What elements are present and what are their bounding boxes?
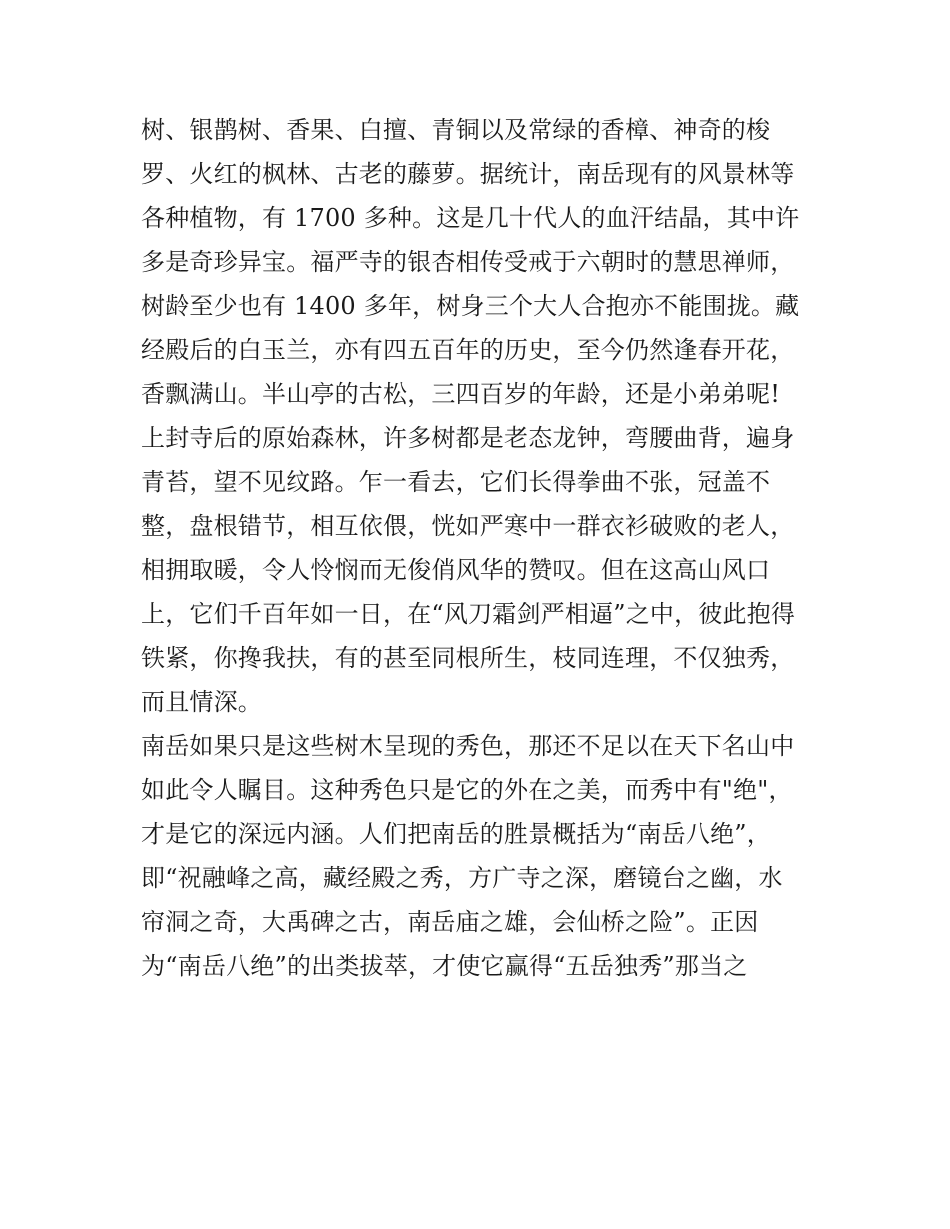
text-line: 即“祝融峰之高，藏经殿之秀，方广寺之深，磨镜台之幽，水 [141,864,783,892]
text-line: 树龄至少也有 1400 多年，树身三个大人合抱亦不能围拢。藏 [141,292,800,320]
text-line: 上封寺后的原始森林，许多树都是老态龙钟，弯腰曲背，遍身 [141,424,795,452]
text-line: 铁紧，你搀我扶，有的甚至同根所生，枝同连理，不仅独秀， [141,644,795,672]
text-line: 多是奇珍异宝。福严寺的银杏相传受戒于六朝时的慧思禅师， [141,248,795,276]
text-line: 相拥取暖，令人怜悯而无俊俏风华的赞叹。但在这高山风口 [141,556,771,584]
text-line: 罗、火红的枫林、古老的藤萝。据统计，南岳现有的风景林等 [141,160,795,188]
text-line: 树、银鹊树、香果、白擅、青铜以及常绿的香樟、神奇的梭 [141,116,771,144]
text-line: 香飘满山。半山亭的古松，三四百岁的年龄，还是小弟弟呢! [141,380,781,408]
text-line: 而且情深。 [141,688,262,716]
text-line: 如此令人瞩目。这种秀色只是它的外在之美，而秀中有"绝"， [141,776,793,804]
text-line: 帘洞之奇，大禹碑之古，南岳庙之雄，会仙桥之险”。正因 [141,908,759,936]
text-line: 青苔，望不见纹路。乍一看去，它们长得拳曲不张，冠盖不 [141,468,771,496]
text-line: 上，它们千百年如一日，在“风刀霜剑严相逼”之中，彼此抱得 [141,600,796,628]
text-line: 才是它的深远内涵。人们把南岳的胜景概括为“南岳八绝”， [141,820,771,848]
text-line: 为“南岳八绝”的出类拔萃，才使它赢得“五岳独秀”那当之 [141,952,748,980]
text-line: 南岳如果只是这些树木呈现的秀色，那还不足以在天下名山中 [141,732,795,760]
text-line: 整，盘根错节，相互依偎，恍如严寒中一群衣衫破败的老人， [141,512,795,540]
text-line: 经殿后的白玉兰，亦有四五百年的历史，至今仍然逢春开花， [141,336,795,364]
text-line: 各种植物，有 1700 多种。这是几十代人的血汗结晶，其中许 [141,204,800,232]
body-text [141,108,821,988]
